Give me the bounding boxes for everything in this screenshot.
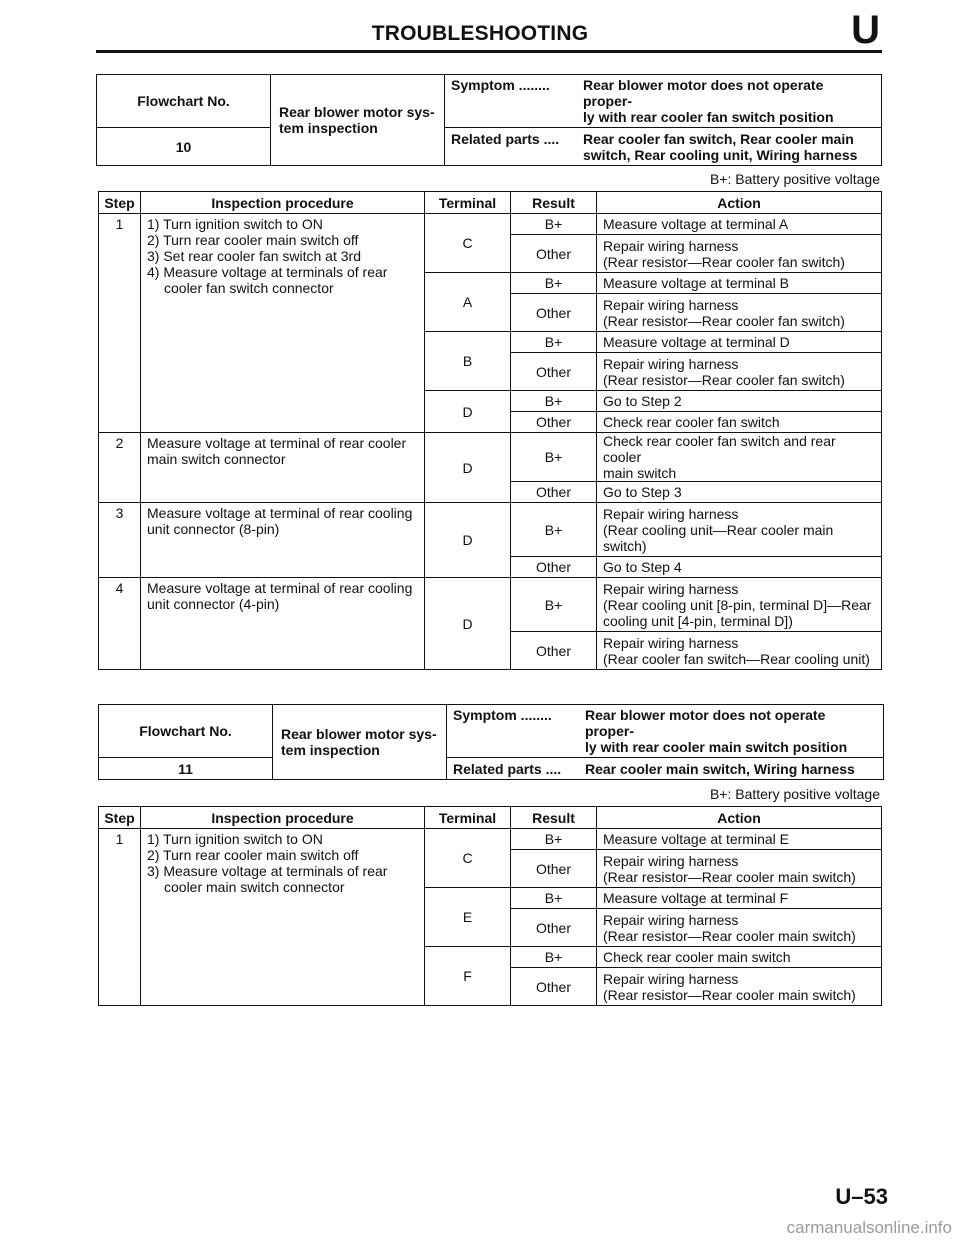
- action-cell: [597, 294, 882, 332]
- action-line: (Rear resistor—Rear cooler fan switch): [603, 371, 845, 388]
- inspection-table-10: [98, 191, 882, 670]
- procedure-line: 1) Turn ignition switch to ON: [147, 216, 323, 232]
- symptom-label: Symptom ........: [453, 707, 552, 723]
- result-cell: Other: [511, 482, 597, 503]
- col-action: Action: [597, 807, 882, 829]
- flowchart-10-header: [96, 74, 882, 166]
- col-procedure: Inspection procedure: [141, 807, 425, 829]
- terminal-cell: F: [425, 947, 511, 1006]
- action-cell: [597, 353, 882, 391]
- action-line: Measure voltage at terminal B: [603, 275, 789, 291]
- action-line: Check rear cooler fan switch and rear cooler: [603, 433, 836, 465]
- table-row: [99, 578, 882, 632]
- result-cell: B+: [511, 273, 597, 294]
- page-number: U–53: [835, 1184, 888, 1209]
- action-line: Repair wiring harness: [603, 296, 739, 313]
- table-row: [99, 829, 882, 850]
- action-line: Repair wiring harness: [603, 911, 739, 928]
- col-action: Action: [597, 192, 882, 214]
- procedure-line: unit connector (8-pin): [147, 521, 280, 537]
- flowchart-11-header: [98, 704, 884, 780]
- procedure-line: Measure voltage at terminal of rear cooling: [147, 580, 413, 596]
- action-line: Repair wiring harness: [603, 237, 739, 254]
- terminal-cell: A: [425, 273, 511, 332]
- flowchart-title: Rear blower motor sys- tem inspection: [271, 75, 445, 166]
- action-line: switch): [603, 537, 647, 554]
- procedure-line: cooler fan switch connector: [164, 280, 334, 296]
- action-line: Measure voltage at terminal D: [603, 334, 790, 350]
- result-cell: B+: [511, 503, 597, 557]
- procedure-line: Measure voltage at terminal of rear cooling: [147, 505, 413, 521]
- battery-note: B+: Battery positive voltage: [709, 171, 880, 187]
- result-cell: B+: [511, 433, 597, 482]
- action-line: (Rear cooler fan switch—Rear cooling unit): [603, 650, 870, 667]
- action-cell: [597, 829, 882, 850]
- terminal-cell: D: [425, 391, 511, 433]
- action-line: main switch: [603, 465, 677, 481]
- action-line: Go to Step 3: [603, 484, 682, 500]
- related-parts-label: Related parts ....: [453, 760, 562, 777]
- action-line: Repair wiring harness: [603, 580, 739, 597]
- terminal-cell: D: [425, 503, 511, 578]
- terminal-cell: D: [425, 433, 511, 503]
- related-parts-text: Rear cooler main switch, Wiring harness: [585, 760, 855, 777]
- action-line: (Rear cooling unit [8-pin, terminal D]—Rear: [603, 596, 872, 613]
- step-number: 3: [99, 503, 141, 578]
- action-line: (Rear resistor—Rear cooler fan switch): [603, 253, 845, 270]
- action-cell: [597, 412, 882, 433]
- symptom-text: Rear blower motor does not operate proper- ly with rear cooler fan switch position: [583, 77, 834, 125]
- inspection-procedure: [141, 214, 425, 433]
- symptom-cell: [445, 75, 882, 128]
- procedure-line: 3) Set rear cooler fan switch at 3rd: [147, 248, 361, 264]
- action-cell: [597, 235, 882, 273]
- result-cell: Other: [511, 235, 597, 273]
- watermark: carmanualsonline.info: [786, 1218, 952, 1237]
- procedure-line: Measure voltage at terminal of rear cooler: [147, 435, 407, 451]
- result-cell: B+: [511, 214, 597, 235]
- action-line: (Rear resistor—Rear cooler main switch): [603, 868, 856, 885]
- table-row: [99, 503, 882, 557]
- result-cell: Other: [511, 412, 597, 433]
- symptom-text: Rear blower motor does not operate proper- ly with rear cooler main switch position: [585, 707, 848, 755]
- flowchart-number: 10: [97, 128, 271, 166]
- col-result: Result: [511, 192, 597, 214]
- result-cell: Other: [511, 968, 597, 1006]
- inspection-procedure: [141, 578, 425, 670]
- action-cell: [597, 433, 882, 482]
- action-cell: [597, 557, 882, 578]
- action-line: Measure voltage at terminal F: [603, 890, 789, 906]
- page-title: TROUBLESHOOTING: [371, 22, 589, 45]
- table-row: [99, 433, 882, 482]
- result-cell: B+: [511, 578, 597, 632]
- section-letter: U: [851, 8, 880, 52]
- related-parts-label: Related parts ....: [451, 130, 560, 147]
- action-line: (Rear cooling unit—Rear cooler main: [603, 521, 834, 538]
- flowchart-title: Rear blower motor sys- tem inspection: [273, 705, 447, 780]
- action-line: Repair wiring harness: [603, 970, 739, 987]
- inspection-table-11: [98, 806, 882, 1006]
- inspection-procedure: [141, 829, 425, 1006]
- terminal-cell: C: [425, 829, 511, 888]
- col-terminal: Terminal: [425, 807, 511, 829]
- step-number: 2: [99, 433, 141, 503]
- col-step: Step: [99, 192, 141, 214]
- procedure-line: unit connector (4-pin): [147, 596, 280, 612]
- action-line: (Rear resistor—Rear cooler main switch): [603, 927, 856, 944]
- result-cell: B+: [511, 829, 597, 850]
- table-row: [99, 214, 882, 235]
- inspection-procedure: [141, 503, 425, 578]
- action-cell: [597, 214, 882, 235]
- step-number: 4: [99, 578, 141, 670]
- result-cell: Other: [511, 909, 597, 947]
- flowchart-no-label: Flowchart No.: [97, 75, 271, 128]
- symptom-cell: [447, 705, 884, 758]
- action-line: Measure voltage at terminal E: [603, 831, 789, 847]
- action-line: Repair wiring harness: [603, 355, 739, 372]
- action-line: Go to Step 4: [603, 559, 682, 575]
- inspection-procedure: [141, 433, 425, 503]
- action-line: Check rear cooler fan switch: [603, 414, 780, 430]
- action-line: Go to Step 2: [603, 393, 682, 409]
- action-line: Repair wiring harness: [603, 852, 739, 869]
- col-step: Step: [99, 807, 141, 829]
- action-cell: [597, 947, 882, 968]
- action-cell: [597, 391, 882, 412]
- action-cell: [597, 850, 882, 888]
- col-result: Result: [511, 807, 597, 829]
- action-cell: [597, 332, 882, 353]
- action-cell: [597, 632, 882, 670]
- procedure-line: main switch connector: [147, 451, 286, 467]
- result-cell: Other: [511, 850, 597, 888]
- battery-note: B+: Battery positive voltage: [709, 786, 880, 802]
- action-cell: [597, 968, 882, 1006]
- action-line: cooling unit [4-pin, terminal D]): [603, 612, 793, 629]
- action-cell: [597, 888, 882, 909]
- header-rule: [96, 50, 882, 53]
- result-cell: B+: [511, 391, 597, 412]
- terminal-cell: B: [425, 332, 511, 391]
- related-parts-cell: [445, 128, 882, 166]
- terminal-cell: D: [425, 578, 511, 670]
- flowchart-number: 11: [99, 758, 273, 780]
- result-cell: Other: [511, 632, 597, 670]
- procedure-line: cooler main switch connector: [164, 879, 345, 895]
- col-procedure: Inspection procedure: [141, 192, 425, 214]
- procedure-line: 2) Turn rear cooler main switch off: [147, 232, 359, 248]
- action-cell: [597, 503, 882, 557]
- symptom-label: Symptom ........: [451, 77, 550, 93]
- procedure-line: 4) Measure voltage at terminals of rear: [147, 264, 388, 280]
- related-parts-cell: [447, 758, 884, 780]
- action-line: (Rear resistor—Rear cooler fan switch): [603, 312, 845, 329]
- action-cell: [597, 578, 882, 632]
- action-cell: [597, 909, 882, 947]
- terminal-cell: C: [425, 214, 511, 273]
- result-cell: B+: [511, 947, 597, 968]
- step-number: 1: [99, 214, 141, 433]
- result-cell: B+: [511, 332, 597, 353]
- action-cell: [597, 482, 882, 503]
- procedure-line: 2) Turn rear cooler main switch off: [147, 847, 359, 863]
- action-cell: [597, 273, 882, 294]
- action-line: Repair wiring harness: [603, 505, 739, 522]
- action-line: Measure voltage at terminal A: [603, 216, 789, 232]
- result-cell: Other: [511, 557, 597, 578]
- procedure-line: 3) Measure voltage at terminals of rear: [147, 863, 388, 879]
- action-line: Repair wiring harness: [603, 634, 739, 651]
- result-cell: B+: [511, 888, 597, 909]
- col-terminal: Terminal: [425, 192, 511, 214]
- related-parts-text: Rear cooler fan switch, Rear cooler main switch, Rear cooling unit, Wiring harness: [583, 130, 858, 163]
- step-number: 1: [99, 829, 141, 1006]
- result-cell: Other: [511, 294, 597, 332]
- procedure-line: 1) Turn ignition switch to ON: [147, 831, 323, 847]
- result-cell: Other: [511, 353, 597, 391]
- flowchart-no-label: Flowchart No.: [99, 705, 273, 758]
- terminal-cell: E: [425, 888, 511, 947]
- action-line: (Rear resistor—Rear cooler main switch): [603, 986, 856, 1003]
- action-line: Check rear cooler main switch: [603, 949, 791, 965]
